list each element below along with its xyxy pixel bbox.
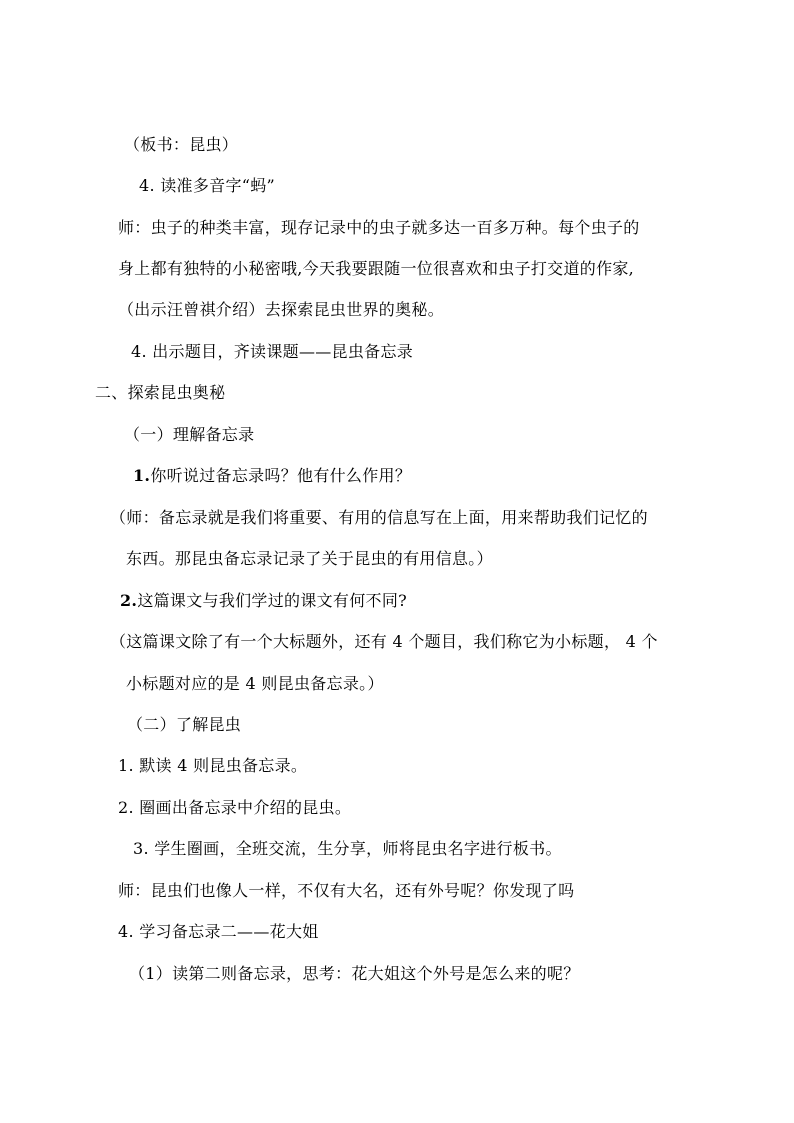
polyphone-step-line: 4. 读准多音字“蚂”: [139, 176, 276, 195]
memo-explanation-line-2: 东西。那昆虫备忘录记录了关于昆虫的有用信息。）: [126, 549, 493, 568]
question-one-line: [133, 466, 411, 486]
question-two-text: 这篇课文与我们学过的课文有何不同?: [137, 591, 407, 610]
show-title-line: 4. 出示题目，齐读课题——昆虫备忘录: [131, 342, 414, 361]
teacher-intro-line-2: 身上都有独特的小秘密哦,今天我要跟随一位很喜欢和虫子打交道的作家,: [118, 259, 635, 278]
section-two-heading: 二、探索昆虫奥秘: [95, 383, 226, 402]
teacher-nickname-line: 师：昆虫们也像人一样，不仅有大名，还有外号呢？你发现了吗: [118, 881, 575, 900]
subsection-one-heading: （一）理解备忘录: [124, 425, 255, 444]
answer-two-line-2: 小标题对应的是 4 则昆虫备忘录。）: [126, 674, 384, 693]
teacher-intro-line-3: （出示汪曾祺介绍）去探索昆虫世界的奥秘。: [118, 300, 445, 319]
question-one-text: 你听说过备忘录吗？他有什么作用？: [150, 466, 412, 485]
memo-explanation-line-1: （师：备忘录就是我们将重要、有用的信息写在上面，用来帮助我们记忆的: [110, 508, 648, 527]
question-one-number: 1.: [133, 466, 151, 485]
sub-step-one-line: （1）读第二则备忘录，思考：花大姐这个外号是怎么来的呢？: [129, 964, 580, 983]
answer-two-line-1: （这篇课文除了有一个大标题外，还有 4 个题目，我们称它为小标题， 4 个: [110, 632, 658, 651]
subsection-two-heading: （二）了解昆虫: [127, 715, 242, 734]
question-two-line: [120, 591, 407, 611]
step-two-line: 2. 圈画出备忘录中介绍的昆虫。: [118, 798, 352, 817]
step-one-line: 1. 默读 4 则昆虫备忘录。: [118, 756, 308, 775]
question-two-number: 2.: [120, 591, 138, 610]
board-note-line: （板书：昆虫）: [124, 135, 239, 154]
step-three-line: 3. 学生圈画，全班交流，生分享，师将昆虫名字进行板书。: [133, 839, 562, 858]
teacher-intro-line-1: 师：虫子的种类丰富，现存记录中的虫子就多达一百多万种。每个虫子的: [118, 218, 640, 237]
step-four-line: 4. 学习备忘录二——花大姐: [118, 922, 319, 941]
